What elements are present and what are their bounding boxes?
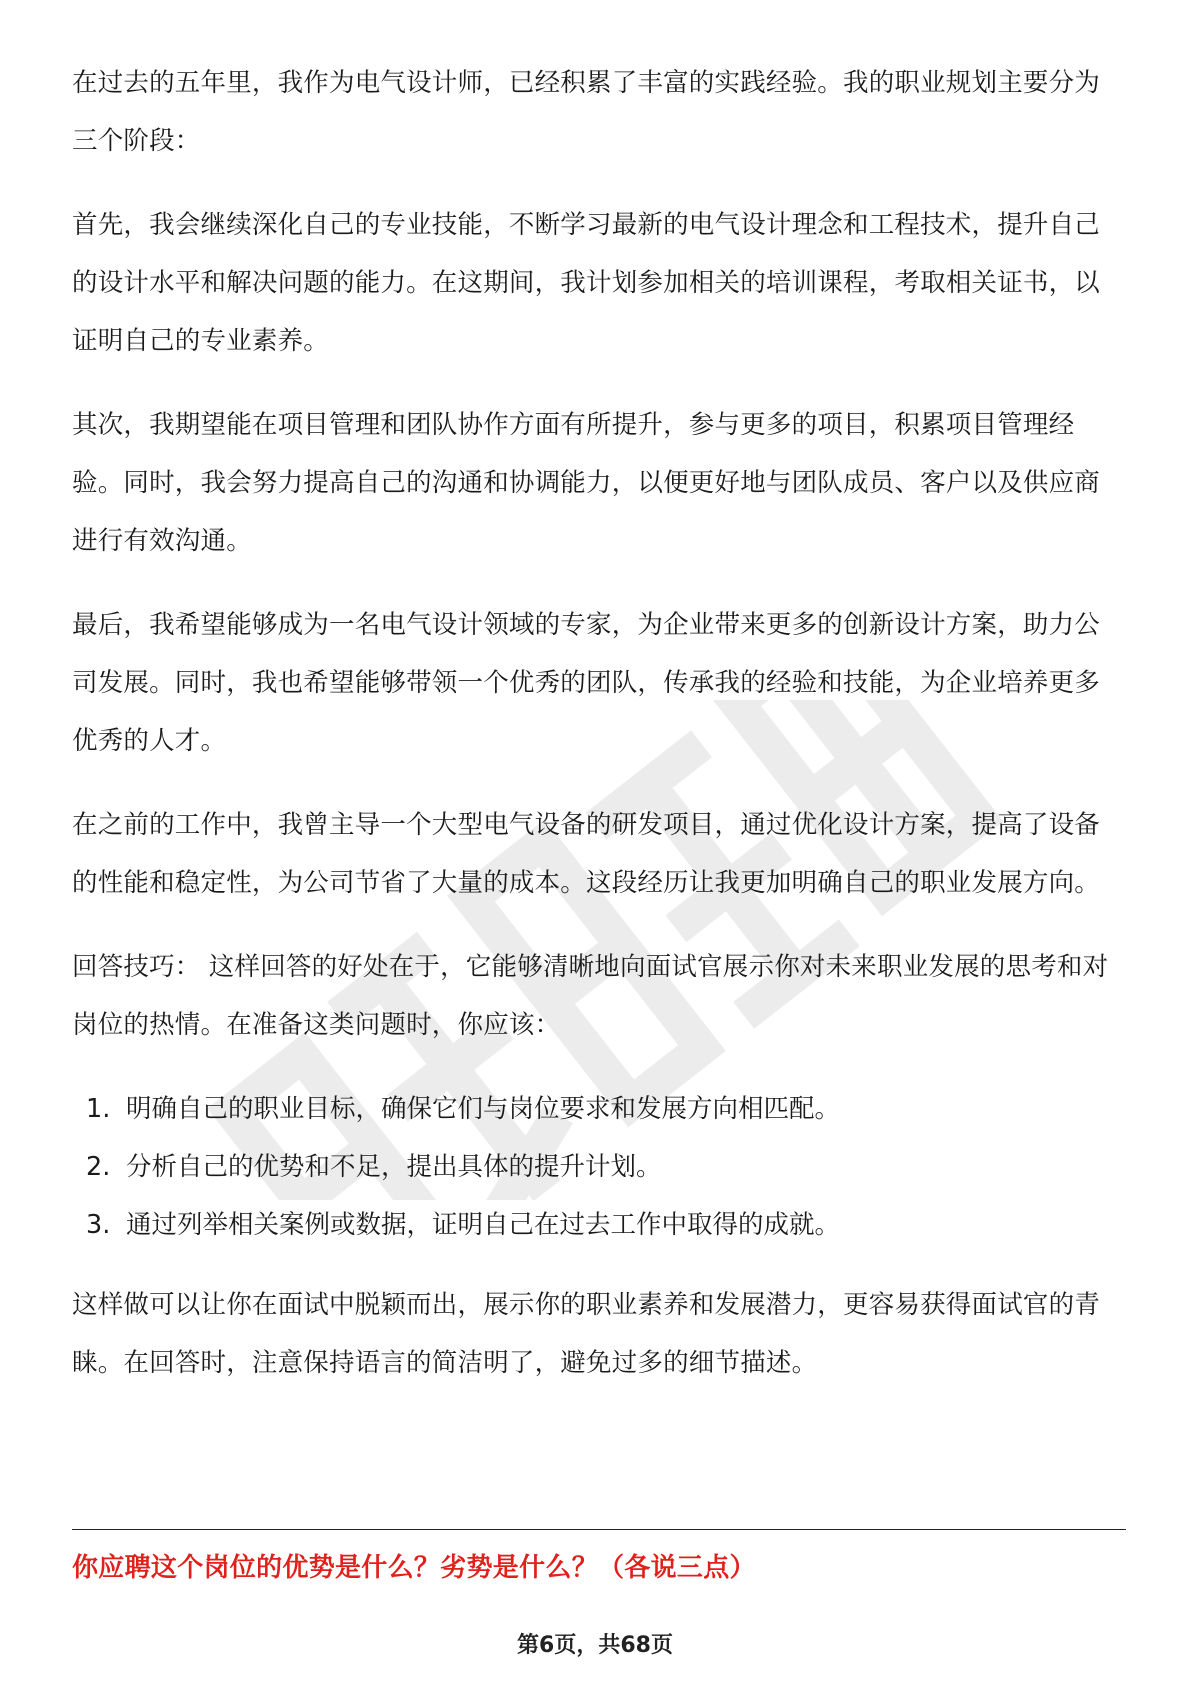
- paragraph-intro: 在过去的五年里，我作为电气设计师，已经积累了丰富的实践经验。我的职业规划主要分为三个阶段：: [72, 68, 1101, 156]
- paragraph-experience: 在之前的工作中，我曾主导一个大型电气设备的研发项目，通过优化设计方案，提高了设备的性能和稳定性，为公司节省了大量的成本。这段经历让我更加明确自己的职业发展方向。: [72, 810, 1101, 898]
- list-item-number: 2.: [86, 1152, 111, 1182]
- list-item-text: 明确自己的职业目标，确保它们与岗位要求和发展方向相匹配。: [126, 1094, 841, 1124]
- paragraph-stage-two: 其次，我期望能在项目管理和团队协作方面有所提升，参与更多的项目，积累项目管理经验。同时，我会努力提高自己的沟通和协调能力，以便更好地与团队成员、客户以及供应商进行有效沟通。: [72, 410, 1101, 556]
- list-item: [72, 1138, 1122, 1196]
- paragraph-conclusion: 这样做可以让你在面试中脱颖而出，展示你的职业素养和发展潜力，更容易获得面试官的青睐。在回答时，注意保持语言的简洁明了，避免过多的细节描述。: [72, 1290, 1101, 1378]
- paragraph-stage-three: 最后，我希望能够成为一名电气设计领域的专家，为企业带来更多的创新设计方案，助力公司发展。同时，我也希望能够带领一个优秀的团队，传承我的经验和技能，为企业培养更多优秀的人才。: [72, 610, 1101, 756]
- list-item: [72, 1080, 1122, 1138]
- list-item-text: 分析自己的优势和不足，提出具体的提升计划。: [126, 1152, 662, 1182]
- tips-list: [72, 1080, 1122, 1254]
- section-divider: [72, 1529, 1126, 1530]
- list-item: [72, 1196, 1122, 1254]
- list-item-text: 通过列举相关案例或数据，证明自己在过去工作中取得的成就。: [126, 1210, 841, 1240]
- paragraph-stage-one: 首先，我会继续深化自己的专业技能，不断学习最新的电气设计理念和工程技术，提升自己的设计水平和解决问题的能力。在这期间，我计划参加相关的培训课程，考取相关证书，以证明自己的专业素养。: [72, 210, 1101, 356]
- page-number-footer: 第6页，共68页: [517, 1633, 673, 1658]
- list-item-number: 1.: [86, 1094, 111, 1124]
- list-item-number: 3.: [86, 1210, 111, 1240]
- next-question-heading: 你应聘这个岗位的优势是什么？劣势是什么？（各说三点）: [72, 1553, 756, 1583]
- paragraph-answer-tips: 回答技巧： 这样回答的好处在于，它能够清晰地向面试官展示你对未来职业发展的思考和对岗位的热情。在准备这类问题时，你应该：: [72, 952, 1109, 1040]
- main-content: [72, 54, 1122, 1418]
